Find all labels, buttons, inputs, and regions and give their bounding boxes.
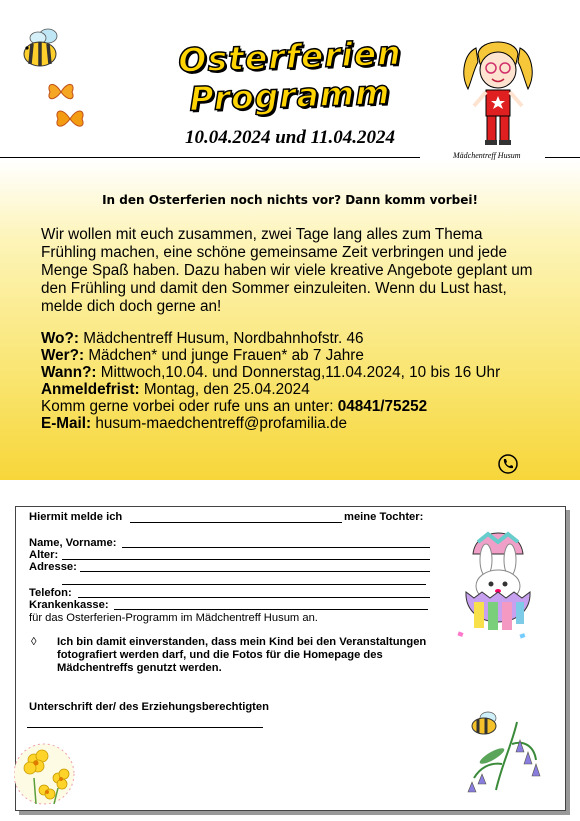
age-field[interactable]	[62, 559, 430, 560]
form-intro-suffix: meine Tochter:	[344, 511, 424, 523]
phone-field[interactable]	[78, 597, 430, 598]
address-field[interactable]	[80, 571, 430, 572]
signature-label: Unterschrift der/ des Erziehungsberechtigten	[29, 701, 269, 713]
age-label: Alter:	[29, 549, 59, 561]
phone-label: Telefon:	[29, 587, 72, 599]
header-divider-right	[545, 157, 580, 158]
phone-icon	[498, 454, 518, 474]
name-field[interactable]	[122, 547, 430, 548]
easter-egg-bunny-icon	[448, 520, 548, 642]
bee-icon	[18, 26, 62, 72]
signature-field[interactable]	[27, 727, 263, 728]
insurance-label: Krankenkasse:	[29, 599, 109, 611]
bee-flower-icon	[462, 704, 552, 794]
butterfly-icon	[46, 80, 76, 104]
daughter-blank[interactable]	[130, 522, 342, 523]
address-label: Adresse:	[29, 561, 77, 573]
detail-time: Wann?: Mittwoch,10.04. und Donnerstag,11.04.2024, 10 bis 16 Uhr	[41, 364, 501, 381]
girl-mascot-logo	[458, 34, 538, 152]
intro-paragraph: Wir wollen mit euch zusammen, zwei Tage lang alles zum Thema Frühling machen, eine schöne gemeinsame Zeit verbringen und jede Menge Spaß haben. Dazu haben wir viele kreative Angebote geplant um den Frühling und damit den Sommer einzuleiten. Wenn du Lust hast, melde dich doch gerne an!	[41, 226, 533, 315]
consent-bullet[interactable]: ◊	[31, 636, 37, 648]
logo-caption: Mädchentreff Husum	[453, 151, 521, 160]
detail-location: Wo?: Mädchentreff Husum, Nordbahnhofstr. 46	[41, 330, 364, 347]
form-intro-prefix: Hiermit melde ich	[29, 511, 123, 523]
phone-number[interactable]: 04841/75252	[337, 398, 428, 415]
detail-deadline: Anmeldefrist: Montag, den 25.04.2024	[41, 381, 310, 398]
email-link[interactable]: husum-maedchentreff@profamilia.de	[95, 415, 348, 432]
header-divider-left	[0, 157, 420, 158]
name-label: Name, Vorname:	[29, 537, 117, 549]
title-line-2: Programm	[188, 72, 392, 119]
detail-audience: Wer?: Mädchen* und junge Frauen* ab 7 Jahre	[41, 347, 364, 364]
insurance-field[interactable]	[114, 609, 428, 610]
event-dates: 10.04.2024 und 11.04.2024	[184, 127, 396, 148]
title-line-1: Osterferien	[177, 33, 403, 80]
consent-text: Ich bin damit einverstanden, dass mein Kind bei den Veranstaltungen fotografiert werden darf, und die Fotos für die Homepage des Mädchentreffs genutzt werden.	[57, 636, 427, 674]
flowers-icon	[14, 738, 78, 810]
lead-text: In den Osterferien noch nichts vor? Dann komm vorbei!	[102, 193, 478, 207]
program-line: für das Osterferien-Programm im Mädchentreff Husum an.	[29, 612, 318, 624]
butterfly-icon	[54, 106, 86, 132]
address-field-2[interactable]	[62, 584, 426, 585]
detail-contact: Komm gerne vorbei oder rufe uns an unter: 04841/75252	[41, 398, 428, 415]
detail-email: E-Mail: husum-maedchentreff@profamilia.de	[41, 415, 348, 432]
